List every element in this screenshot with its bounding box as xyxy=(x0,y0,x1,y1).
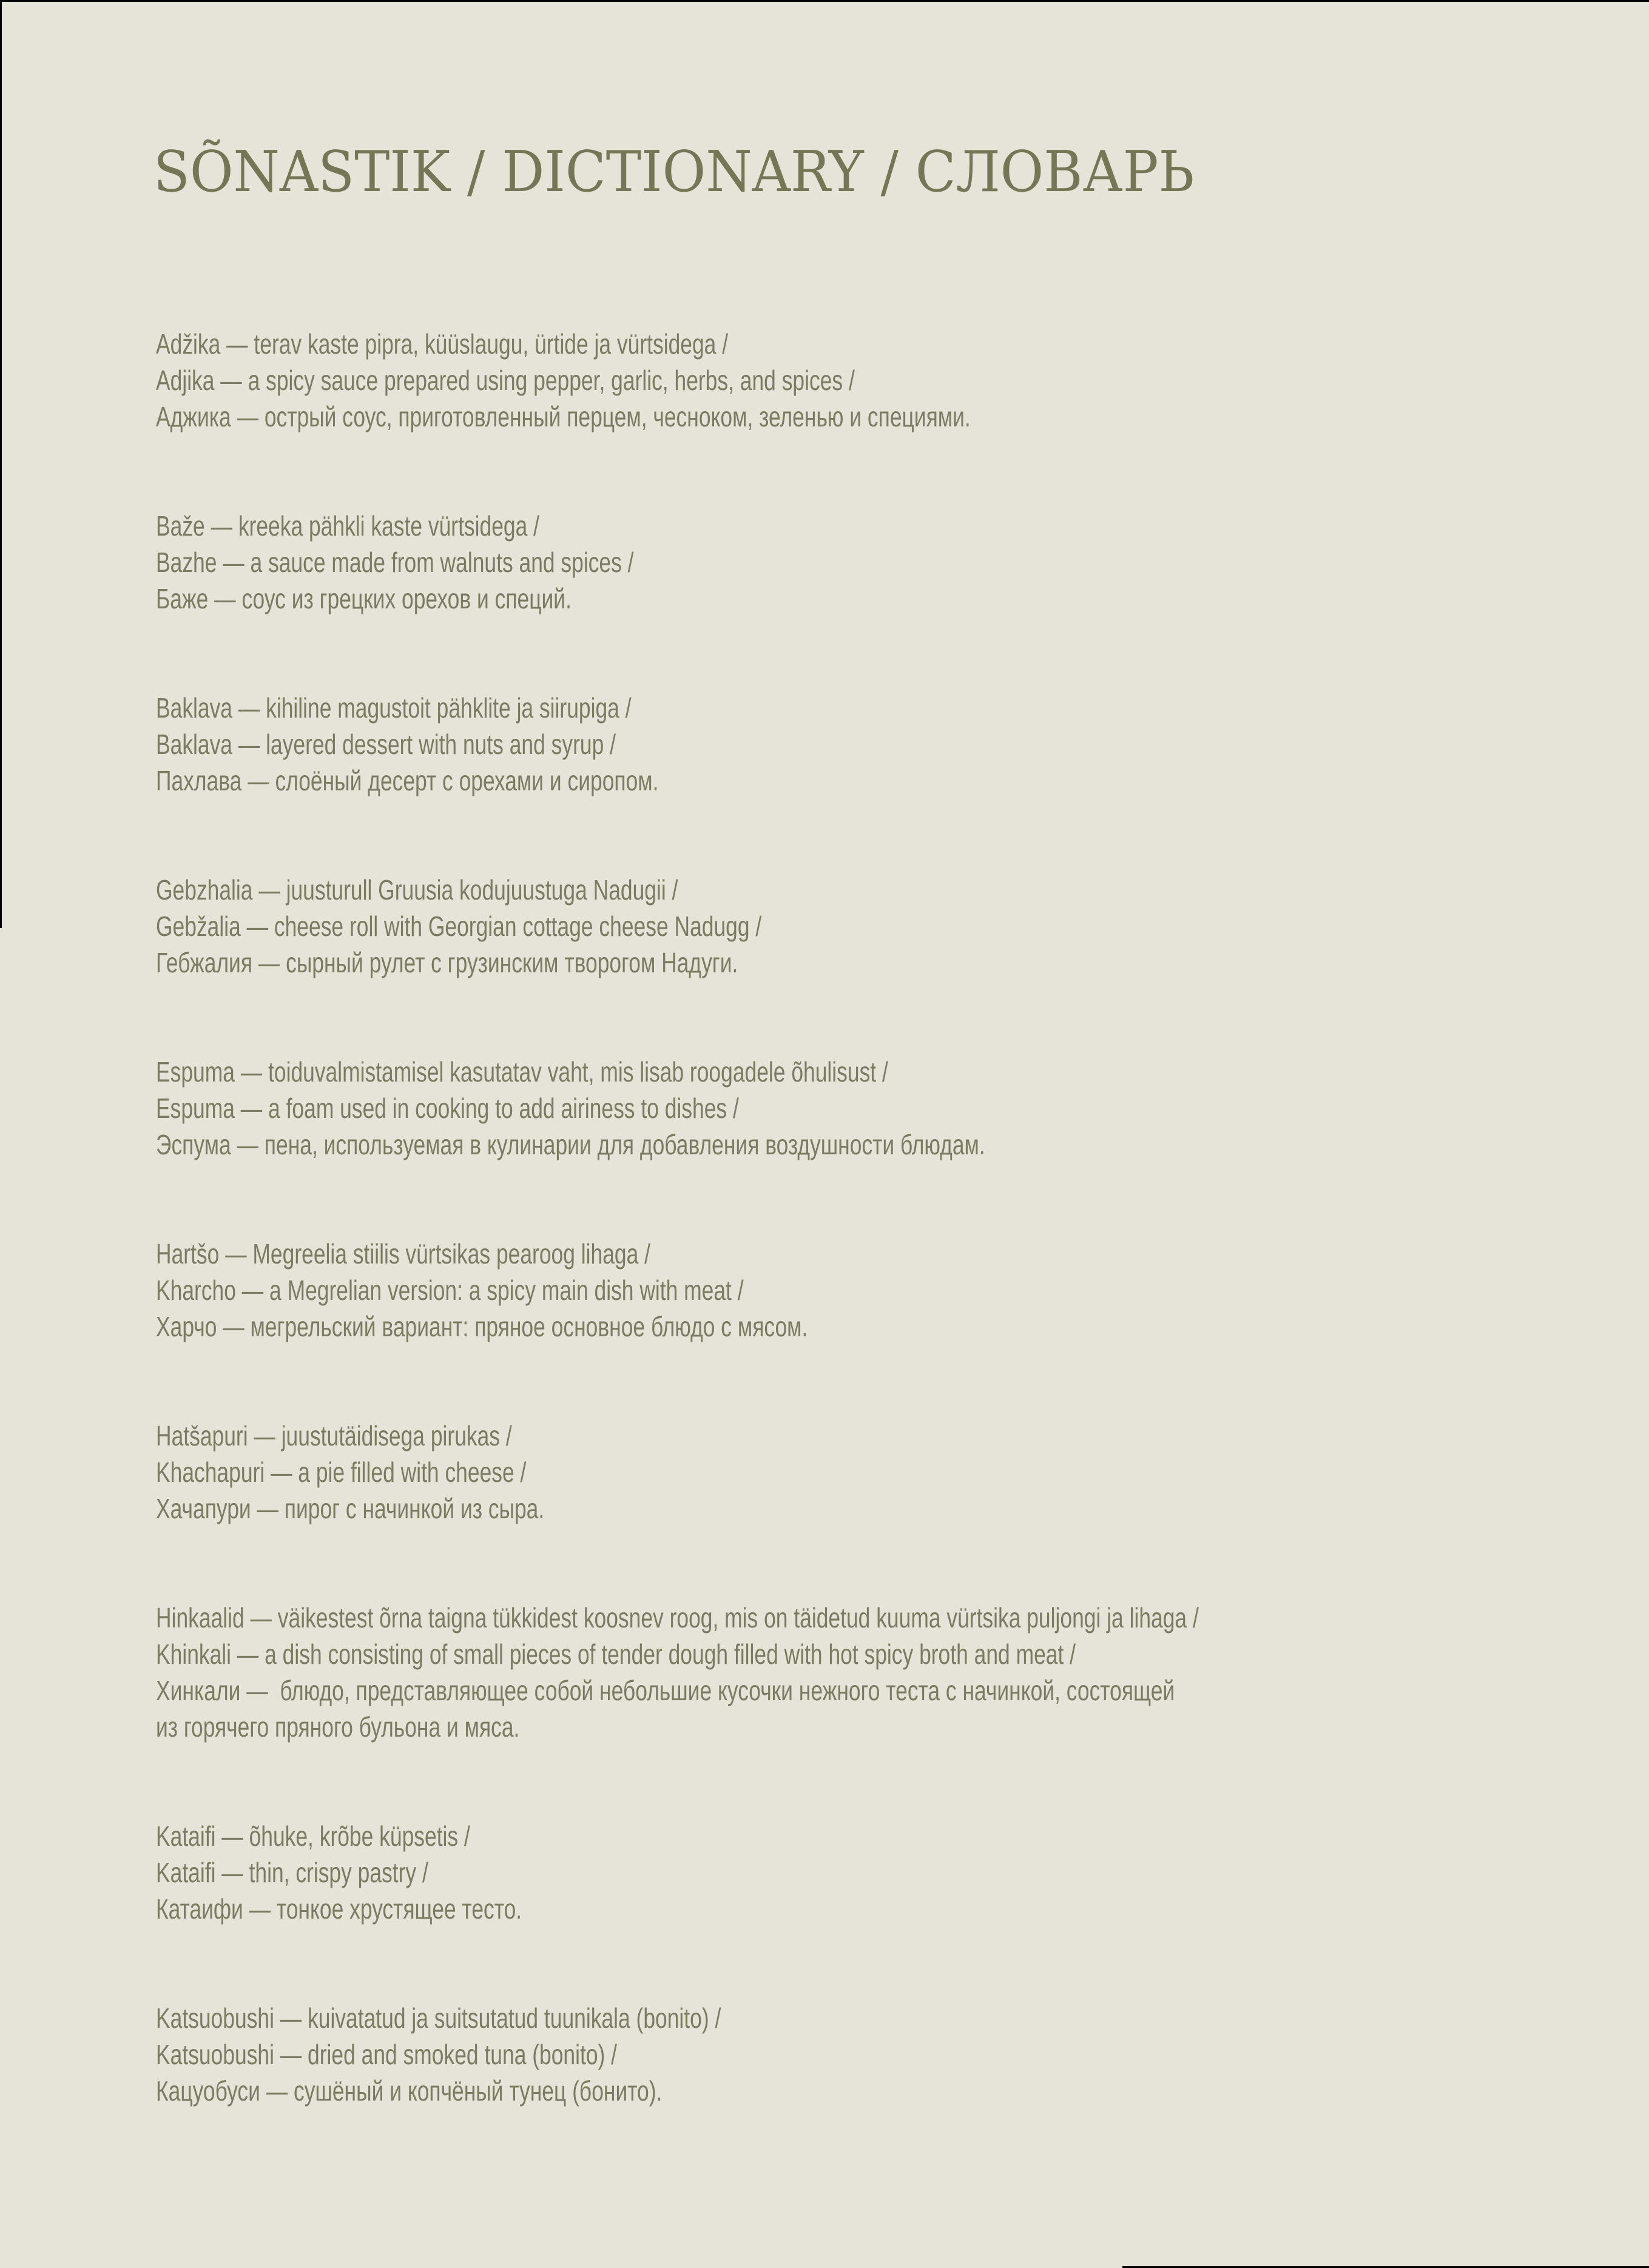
entry-line: Хачапури — пирог с начинкой из сыра. xyxy=(156,1493,545,1524)
dictionary-entry xyxy=(156,1418,1230,1527)
entry-line: Khachapuri — a pie filled with cheese / xyxy=(156,1456,527,1488)
entry-line: Adjika — a spicy sauce prepared using pepper, garlic, herbs, and spices / xyxy=(156,365,855,396)
entry-line: Espuma — toiduvalmistamisel kasutatav vaht, mis lisab roogadele õhulisust / xyxy=(156,1056,888,1088)
top-edge-artifact xyxy=(0,0,1649,2)
entry-line: Katsuobushi — dried and smoked tuna (bonito) / xyxy=(156,2039,618,2070)
dictionary-entry xyxy=(156,1236,1230,1345)
dictionary-entry xyxy=(156,2000,1230,2109)
entry-line: Эспума — пена, используемая в кулинарии для добавления воздушности блюдам. xyxy=(156,1129,985,1160)
entry-line: Adžika — terav kaste pipra, küüslaugu, ürtide ja vürtsidega / xyxy=(156,328,729,360)
entry-line: из горячего пряного бульона и мяса. xyxy=(156,1711,520,1743)
entry-line: Hinkaalid — väikestest õrna taigna tükkidest koosnev roog, mis on täidetud kuuma vürtsika puljongi ja lihaga / xyxy=(156,1602,1199,1634)
entry-line: Kataifi — õhuke, krõbe küpsetis / xyxy=(156,1820,470,1852)
dictionary-entry xyxy=(156,1054,1230,1163)
dictionary-entry xyxy=(156,690,1230,799)
entry-line: Espuma — a foam used in cooking to add airiness to dishes / xyxy=(156,1092,739,1124)
entry-line: Kharcho — a Megrelian version: a spicy main dish with meat / xyxy=(156,1274,744,1306)
dictionary-entry xyxy=(156,1818,1230,1927)
entry-line: Gebzhalia — juusturull Gruusia kodujuustuga Nadugii / xyxy=(156,874,678,906)
entry-line: Baklava — kihiline magustoit pähklite ja siirupiga / xyxy=(156,692,632,724)
page-title: SÕNASTIK / DICTIONARY / СЛОВАРЬ xyxy=(153,139,1195,204)
dictionary-entry xyxy=(156,326,1230,435)
entry-line: Hatšapuri — juustutäidisega pirukas / xyxy=(156,1420,512,1452)
dictionary-entry xyxy=(156,1600,1230,1745)
dictionary-entry xyxy=(156,872,1230,981)
entry-line: Hartšo — Megreelia stiilis vürtsikas pearoog lihaga / xyxy=(156,1238,651,1270)
entry-line: Катаифи — тонкое хрустящее тесто. xyxy=(156,1893,522,1925)
entry-line: Пахлава — слоёный десерт с орехами и сиропом. xyxy=(156,765,659,796)
entry-line: Bazhe — a sauce made from walnuts and spices / xyxy=(156,547,634,578)
entry-line: Баже — соус из грецких орехов и специй. xyxy=(156,583,572,614)
left-edge-artifact xyxy=(0,0,2,928)
entry-line: Baže — kreeka pähkli kaste vürtsidega / xyxy=(156,510,539,542)
dictionary-entry xyxy=(156,508,1230,617)
entry-line: Kataifi — thin, crispy pastry / xyxy=(156,1857,428,1888)
entry-line: Baklava — layered dessert with nuts and syrup / xyxy=(156,729,616,760)
entry-line: Аджика — острый соус, приготовленный перцем, чесноком, зеленью и специями. xyxy=(156,401,971,432)
entry-line: Khinkali — a dish consisting of small pieces of tender dough filled with hot spicy broth and meat / xyxy=(156,1638,1076,1670)
entry-line: Харчо — мегрельский вариант: пряное основное блюдо с мясом. xyxy=(156,1311,808,1342)
entry-line: Gebžalia — cheese roll with Georgian cottage cheese Nadugg / xyxy=(156,910,762,942)
entry-line: Гебжалия — сырный рулет с грузинским творогом Надуги. xyxy=(156,947,738,978)
entry-line: Хинкали — блюдо, представляющее собой небольшие кусочки нежного теста с начинкой, состоящей xyxy=(156,1675,1175,1706)
entry-line: Katsuobushi — kuivatatud ja suitsutatud tuunikala (bonito) / xyxy=(156,2002,721,2034)
dictionary-entries xyxy=(156,326,1551,2182)
entry-line: Кацуобуси — сушёный и копчёный тунец (бонито). xyxy=(156,2075,663,2107)
